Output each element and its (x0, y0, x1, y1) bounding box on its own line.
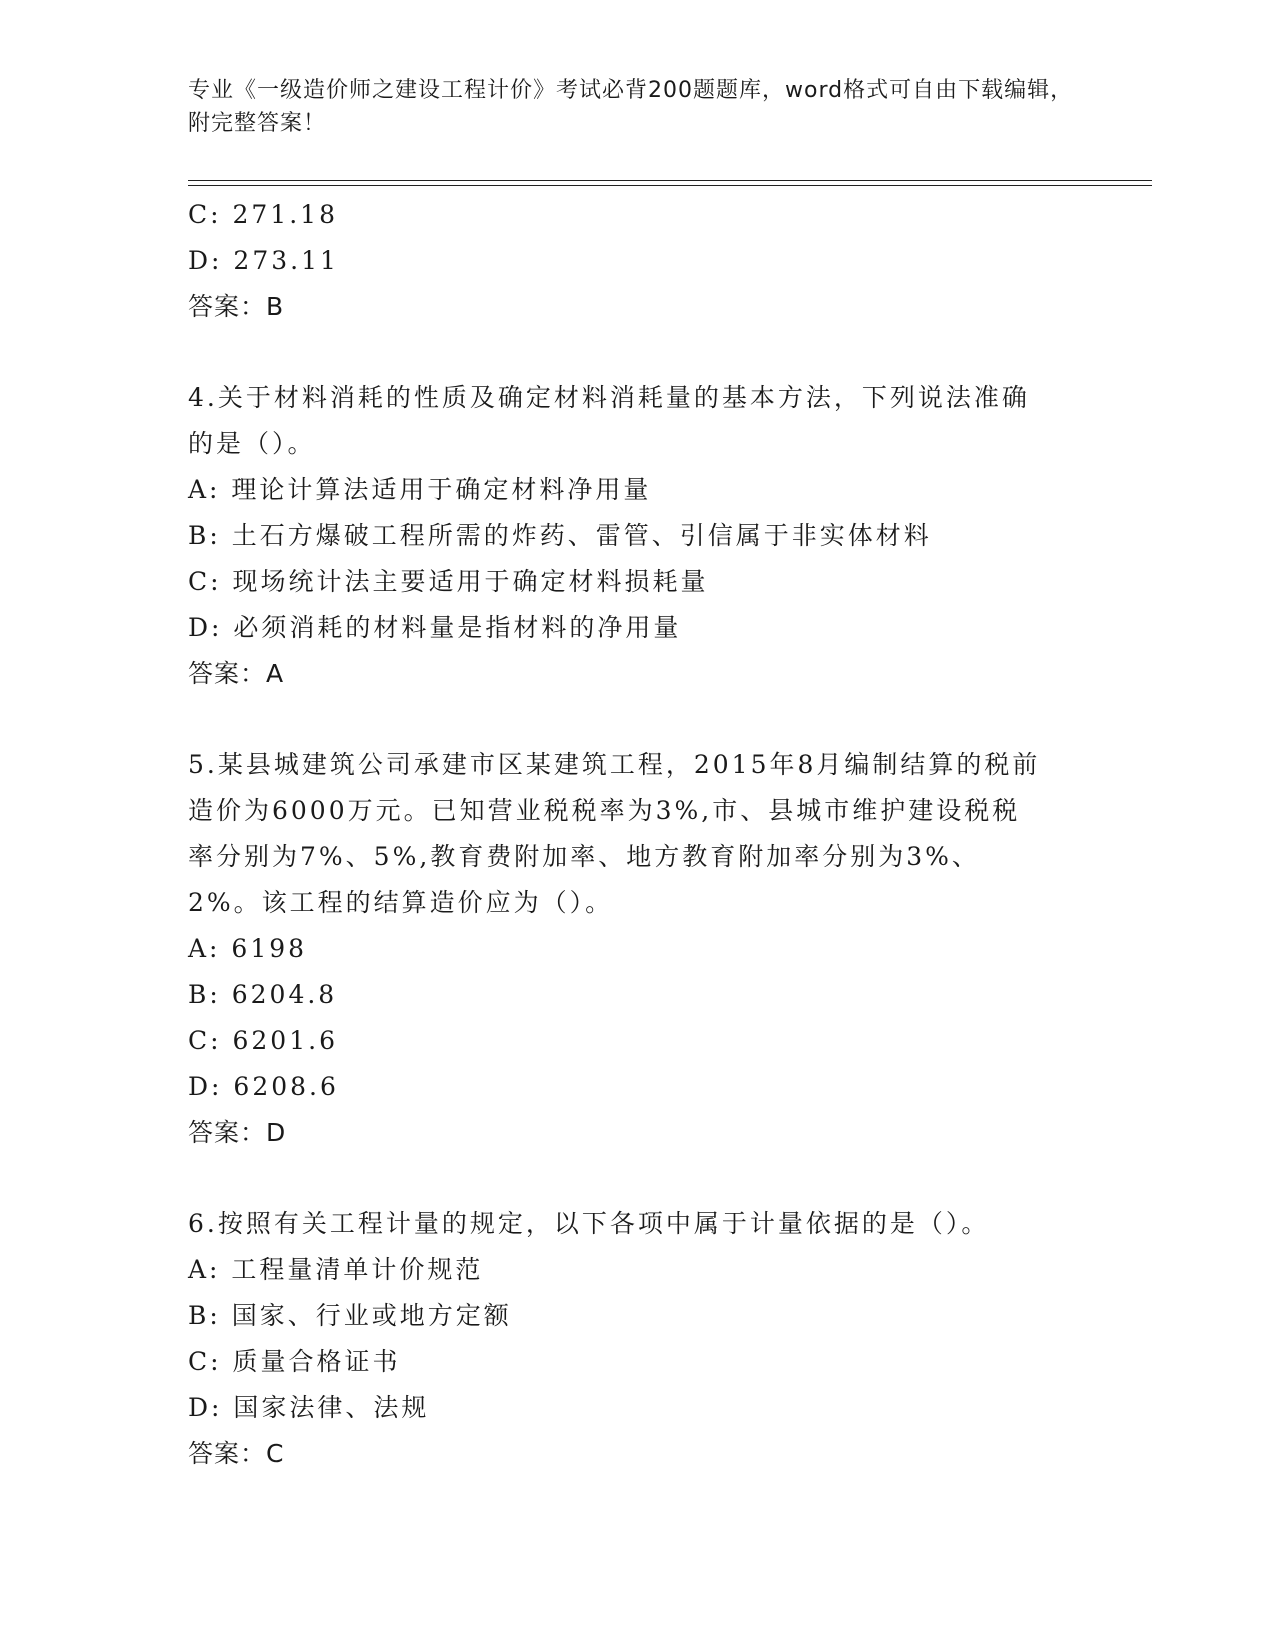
question-4 (188, 375, 1068, 697)
question-text: 5.某县城建筑公司承建市区某建筑工程，2015年8月编制结算的税前造价为6000万元。已知营业税税率为3%,市、县城市维护建设税税率分别为7%、5%,教育费附加率、地方教育附加率分别为3%、2%。该工程的结算造价应为（）。 (188, 750, 1041, 917)
option-c: C: 现场统计法主要适用于确定材料损耗量 (188, 567, 709, 596)
option-b: B: 国家、行业或地方定额 (188, 1301, 512, 1330)
option-d: D: 国家法律、法规 (188, 1393, 430, 1422)
answer-line: 答案：A (188, 659, 285, 688)
option-a: A: 6198 (188, 934, 308, 963)
answer-line: 答案：B (188, 292, 285, 321)
question-list (188, 192, 1068, 1477)
option-c: C: 6201.6 (188, 1026, 338, 1055)
option-b: B: 6204.8 (188, 980, 338, 1009)
answer-line: 答案：C (188, 1439, 285, 1468)
document-header: 专业《一级造价师之建设工程计价》考试必背200题题库，word格式可自由下载编辑，附完整答案！ (188, 78, 1074, 136)
question-6 (188, 1201, 1068, 1477)
option-a: A: 理论计算法适用于确定材料净用量 (188, 475, 652, 504)
option-c: C: 271.18 (188, 200, 338, 229)
option-d: D: 必须消耗的材料量是指材料的净用量 (188, 613, 682, 642)
question-text: 6.按照有关工程计量的规定，以下各项中属于计量依据的是（）。 (188, 1209, 990, 1238)
option-b: B: 土石方爆破工程所需的炸药、雷管、引信属于非实体材料 (188, 521, 932, 550)
answer-line: 答案：D (188, 1118, 287, 1147)
previous-question-block (188, 192, 1068, 330)
header-divider-top (188, 180, 1152, 181)
option-c: C: 质量合格证书 (188, 1347, 401, 1376)
header-divider-bottom (188, 185, 1152, 186)
question-5 (188, 742, 1068, 1156)
option-d: D: 273.11 (188, 246, 339, 275)
question-text: 4.关于材料消耗的性质及确定材料消耗量的基本方法，下列说法准确的是（）。 (188, 383, 1030, 458)
option-d: D: 6208.6 (188, 1072, 339, 1101)
option-a: A: 工程量清单计价规范 (188, 1255, 484, 1284)
